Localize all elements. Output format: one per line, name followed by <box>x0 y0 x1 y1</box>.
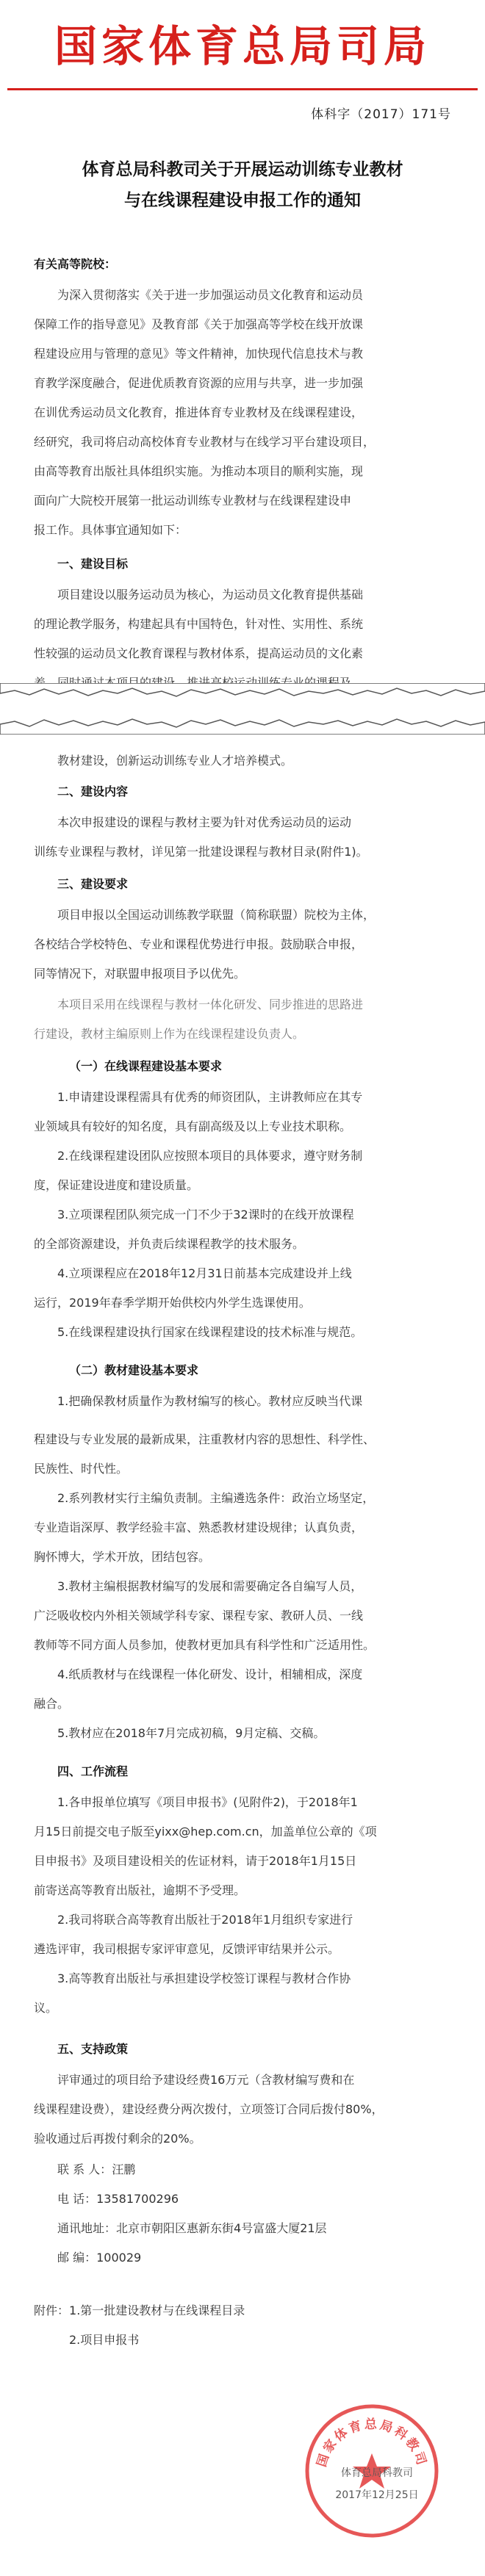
text-line: 的理论教学服务，构建起具有中国特色，针对性、实用性、系统 <box>34 617 364 631</box>
text-line: 项目申报以全国运动训练教学联盟（简称联盟）院校为主体， <box>57 908 376 922</box>
contact-address-label: 通讯地址： <box>57 2221 117 2235</box>
intro-paragraph <box>34 281 451 545</box>
contact-phone-label: 电 话： <box>57 2192 97 2206</box>
text-line: 育教学深度融合，促进优质教育资源的应用与共享，进一步加强 <box>34 376 364 390</box>
text-line: 3.立项课程团队须完成一门不少于32课时的在线开放课程 <box>57 1208 354 1222</box>
text-line: 经研究，我司将启动高校体育专业教材与在线学习平台建设项目， <box>34 435 376 449</box>
text-line: 度，保证建设进度和建设质量。 <box>34 1178 199 1192</box>
contact-address <box>57 2214 451 2243</box>
text-line: 民族性、时代性。 <box>34 1462 129 1476</box>
attachments-label: 附件： <box>34 2303 70 2317</box>
torn-edge-divider <box>0 683 485 735</box>
text-line: 本次申报建设的课程与教材主要为针对优秀运动员的运动 <box>57 815 352 829</box>
text-line: 胸怀博大，学术开放，团结包容。 <box>34 1550 211 1564</box>
section-paragraph <box>34 2066 451 2154</box>
text-line: 月15日前提交电子版至yixx@hep.com.cn，加盖单位公章的《项 <box>34 1825 377 1839</box>
red-divider <box>7 88 478 90</box>
section-heading: 一、建设目标 <box>57 557 129 571</box>
text-line: 为深入贯彻落实《关于进一步加强运动员文化教育和运动员 <box>57 288 364 302</box>
contact-address-value: 北京市朝阳区惠新东街4号富盛大厦21层 <box>116 2221 327 2235</box>
section-paragraph <box>34 1387 451 1748</box>
text-line: 报工作。具体事宜通知如下： <box>34 523 187 537</box>
contact-phone <box>57 2184 451 2214</box>
text-line: 程建设与专业发展的最新成果，注重教材内容的思想性、科学性、 <box>34 1432 376 1446</box>
text-line: 5.教材应在2018年7月完成初稿，9月定稿、交稿。 <box>57 1726 326 1740</box>
text-line: 1.各申报单位填写《项目申报书》(见附件2)，于2018年1 <box>57 1795 358 1809</box>
text-line: 1.把确保教材质量作为教材编写的核心。教材应反映当代课 <box>57 1394 363 1408</box>
title-line: 体育总局科教司关于开展运动训练专业教材 <box>82 160 403 179</box>
title-line: 与在线课程建设申报工作的通知 <box>124 191 361 210</box>
text-line: 4.立项课程应在2018年12月31日前基本完成建设并上线 <box>57 1266 352 1280</box>
text-line: 由高等教育出版社具体组织实施。为推动本项目的顺利实施，现 <box>34 464 364 478</box>
text-line: 专业造诣深厚、教学经验丰富、熟悉教材建设规律；认真负责， <box>34 1520 364 1534</box>
text-line: 遴选评审，我司根据专家评审意见，反馈评审结果并公示。 <box>34 1942 340 1956</box>
text-line: 训练专业课程与教材，详见第一批建设课程与教材目录(附件1)。 <box>34 845 368 859</box>
signature-block <box>315 2462 439 2506</box>
section-paragraph <box>34 1788 451 2023</box>
text-line: 的全部资源建设，并负责后续课程教学的技术服务。 <box>34 1237 305 1251</box>
text-line: 项目建设以服务运动员为核心，为运动员文化教育提供基础 <box>57 588 364 602</box>
text-line: 各校结合学校特色、专业和课程优势进行申报。鼓励联合申报， <box>34 937 364 951</box>
text-line: 3.教材主编根据教材编写的发展和需要确定各自编写人员， <box>57 1579 363 1593</box>
text-line: 同等情况下，对联盟申报项目予以优先。 <box>34 967 246 981</box>
text-line: 验收通过后再拨付剩余的20%。 <box>34 2132 201 2146</box>
document-number: 体科字（2017）171号 <box>311 107 451 122</box>
text-line: 2.我司将联合高等教育出版社于2018年1月组织专家进行 <box>57 1913 353 1927</box>
salutation: 有关高等院校： <box>34 257 117 271</box>
text-line: 评审通过的项目给予建设经费16万元（含教材编写费和在 <box>57 2073 355 2087</box>
text-line: 保障工作的指导意见》及教育部《关于加强高等学校在线开放课 <box>34 317 364 331</box>
document-title <box>29 154 456 216</box>
text-line: 4.纸质教材与在线课程一体化研发、设计，相辅相成，深度 <box>57 1667 363 1681</box>
text-line: 教材建设，创新运动训练专业人才培养模式。 <box>57 754 293 768</box>
text-line: 5.在线课程建设执行国家在线课程建设的技术标准与规范。 <box>57 1325 363 1339</box>
section-paragraph <box>34 580 451 698</box>
text-line: 1.申请建设课程需具有优秀的师资团队，主讲教师应在其专 <box>57 1090 363 1104</box>
signature-date: 2017年12月25日 <box>335 2489 419 2501</box>
contact-person-value: 汪鹏 <box>112 2162 136 2176</box>
text-line: 广泛吸收校内外相关领域学科专家、课程专家、教研人员、一线 <box>34 1609 364 1623</box>
svg-text:国家体育总局科教司: 国家体育总局科教司 <box>314 2417 430 2469</box>
text-line: 2.在线课程建设团队应按照本项目的具体要求，遵守财务制 <box>57 1149 363 1163</box>
signature-org: 体育总局科教司 <box>341 2467 413 2479</box>
text-line: 面向广大院校开展第一批运动训练专业教材与在线课程建设申 <box>34 494 352 508</box>
section-paragraph <box>34 808 451 867</box>
section-heading: 三、建设要求 <box>57 877 129 891</box>
contact-person-label: 联 系 人： <box>57 2162 112 2176</box>
text-line: 3.高等教育出版社与承担建设学校签订课程与教材合作协 <box>57 1971 351 1985</box>
section-heading: 五、支持政策 <box>57 2042 129 2056</box>
agency-header: 国家体育总局司局 <box>54 21 431 71</box>
text-line: 2.系列教材实行主编负责制。主编遴选条件：政治立场坚定， <box>57 1491 375 1505</box>
contact-zip-label: 邮 编： <box>57 2251 97 2265</box>
attachment-item: 2.项目申报书 <box>69 2333 140 2347</box>
contact-phone-value: 13581700296 <box>96 2192 179 2206</box>
text-line: 性较强的运动员文化教育课程与教材体系，提高运动员的文化素 <box>34 646 364 660</box>
contact-block <box>34 2155 451 2273</box>
text-line: 线课程建设费），建设经费分两次拨付，立项签订合同后拨付80%， <box>34 2102 384 2116</box>
text-line: 教师等不同方面人员参加，使教材更加具有科学性和广泛适用性。 <box>34 1638 376 1652</box>
attachment-item <box>34 2296 451 2326</box>
text-line: 目申报书》及项目建设相关的佐证材料，请于2018年1月15日 <box>34 1854 357 1868</box>
text-line: 前寄送高等教育出版社，逾期不予受理。 <box>34 1883 246 1897</box>
subsection-heading: （二）教材建设基本要求 <box>69 1363 199 1377</box>
text-line: 运行，2019年春季学期开始供校内外学生选课使用。 <box>34 1296 311 1310</box>
section-paragraph <box>34 901 451 989</box>
contact-zip <box>57 2243 451 2273</box>
attachments-block <box>34 2296 451 2355</box>
text-line: 业领域具有较好的知名度，具有副高级及以上专业技术职称。 <box>34 1119 352 1133</box>
contact-zip-value: 100029 <box>96 2251 142 2265</box>
attachment-title: 1.第一批建设教材与在线课程目录 <box>69 2303 245 2317</box>
section-heading: 四、工作流程 <box>57 1764 129 1778</box>
section-heading: 二、建设内容 <box>57 784 129 798</box>
text-line: 融合。 <box>34 1697 70 1711</box>
text-line: 在训优秀运动员文化教育，推进体育专业教材及在线课程建设， <box>34 405 364 419</box>
text-line: 程建设应用与管理的意见》等文件精神，加快现代信息技术与教 <box>34 347 364 361</box>
text-line: 议。 <box>34 2001 58 2015</box>
text-line: 行建设，教材主编原则上作为在线课程建设负责人。 <box>34 1027 305 1041</box>
section-paragraph <box>34 990 451 1049</box>
section-paragraph <box>34 1083 451 1347</box>
text-line: 本项目采用在线课程与教材一体化研发、同步推进的思路进 <box>57 997 364 1011</box>
subsection-heading: （一）在线课程建设基本要求 <box>69 1059 223 1073</box>
contact-person <box>57 2155 451 2184</box>
